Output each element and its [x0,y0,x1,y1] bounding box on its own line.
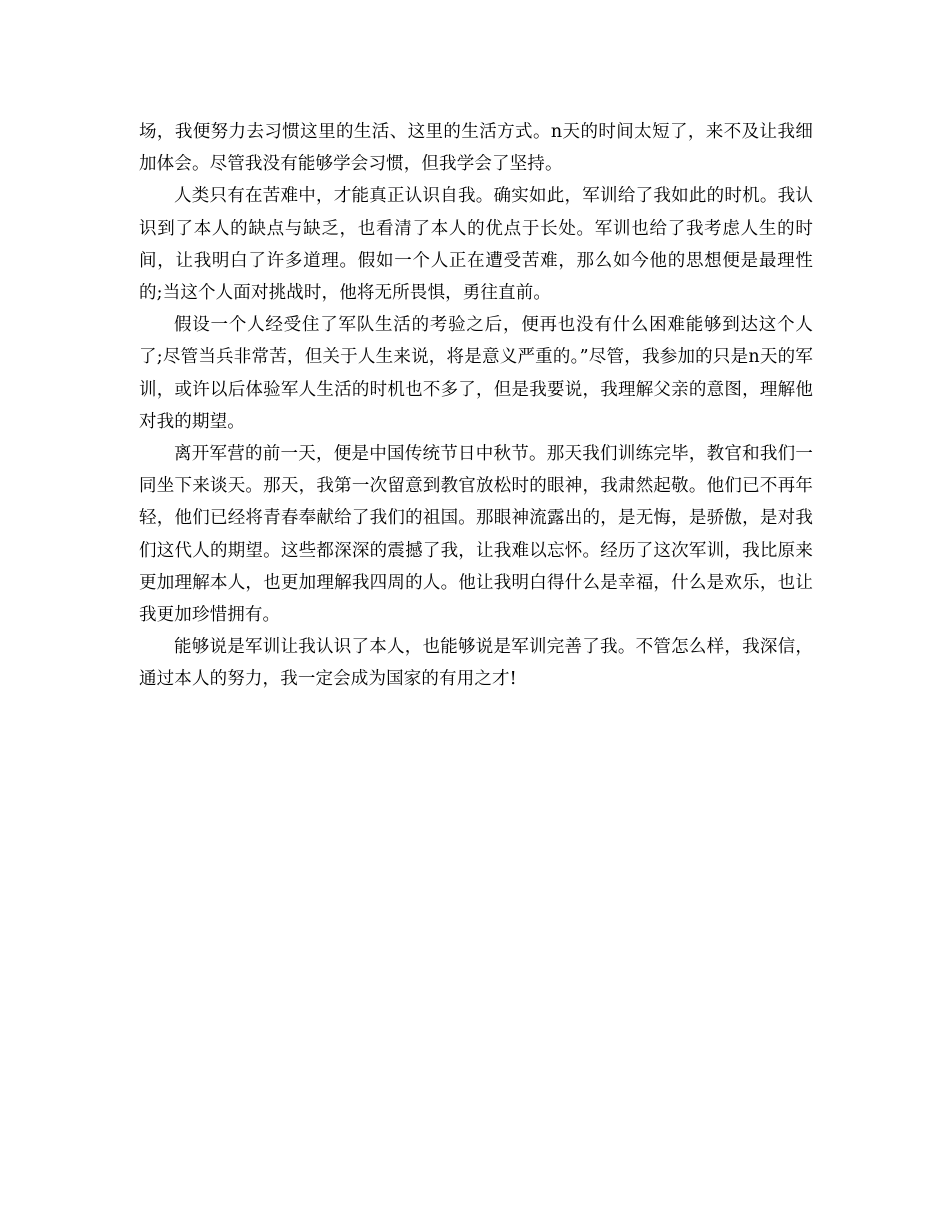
paragraph-2: 人类只有在苦难中，才能真正认识自我。确实如此，军训给了我如此的时机。我认识到了本人的缺点与缺乏，也看清了本人的优点于长处。军训也给了我考虑人生的时间，让我明白了许多道理。假如一个人正在遭受苦难，那么如今他的思想便是最理性的;当这个人面对挑战时，他将无所畏惧，勇往直前。 [139,186,813,304]
paragraph-4: 离开军营的前一天，便是中国传统节日中秋节。那天我们训练完毕，教官和我们一同坐下来谈天。那天，我第一次留意到教官放松时的眼神，我肃然起敬。他们已不再年轻，他们已经将青春奉献给了我们的祖国。那眼神流露出的，是无悔，是骄傲，是对我们这代人的期望。这些都深深的震撼了我，让我难以忘怀。经历了这次军训，我比原来更加理解本人，也更加理解我四周的人。他让我明白得什么是幸福，什么是欢乐，也让我更加珍惜拥有。 [139,444,813,626]
document-body [139,116,813,696]
paragraph-5: 能够说是军训让我认识了本人，也能够说是军训完善了我。不管怎么样，我深信，通过本人的努力，我一定会成为国家的有用之才! [139,637,813,690]
paragraph-3: 假设一个人经受住了军队生活的考验之后，便再也没有什么困难能够到达这个人了;尽管当兵非常苦，但关于人生来说，将是意义严重的。”尽管，我参加的只是n天的军训，或许以后体验军人生活的时机也不多了，但是我要说，我理解父亲的意图，理解他对我的期望。 [139,315,813,432]
paragraph-1: 场，我便努力去习惯这里的生活、这里的生活方式。n天的时间太短了，来不及让我细加体会。尽管我没有能够学会习惯，但我学会了坚持。 [139,122,813,175]
